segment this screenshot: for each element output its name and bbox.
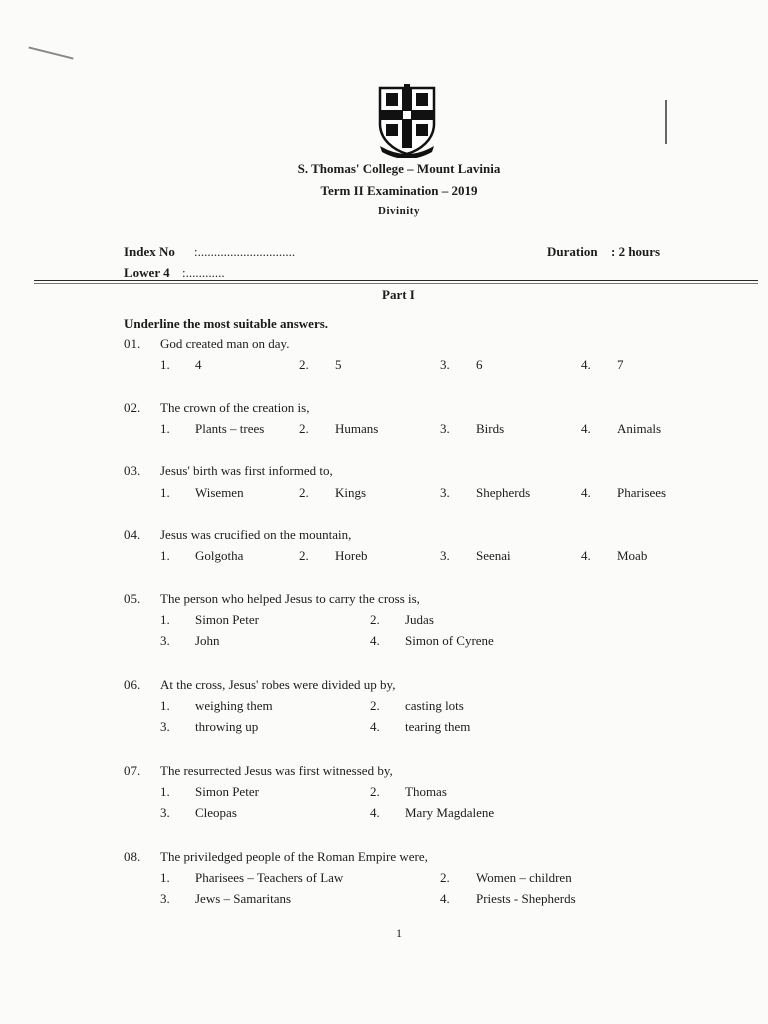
part-title: Part I xyxy=(382,287,415,302)
option-number: 3. xyxy=(160,719,170,734)
option-number: 3. xyxy=(440,485,450,500)
option-text[interactable]: 4 xyxy=(195,357,202,372)
question-text: The priviledged people of the Roman Empire were, xyxy=(160,849,428,864)
option-text[interactable]: Priests - Shepherds xyxy=(476,891,576,906)
option-number: 2. xyxy=(370,612,380,627)
option-text[interactable]: Golgotha xyxy=(195,548,244,563)
option-text[interactable]: tearing them xyxy=(405,719,471,734)
option-text[interactable]: Simon Peter xyxy=(195,784,259,799)
question-number: 02. xyxy=(124,400,141,415)
option-number: 3. xyxy=(160,891,170,906)
scan-mark xyxy=(28,46,73,59)
option-number: 1. xyxy=(160,421,170,436)
option-text[interactable]: Wisemen xyxy=(195,485,244,500)
index-label: Index No xyxy=(124,244,175,259)
option-text[interactable]: Pharisees – Teachers of Law xyxy=(195,870,344,885)
option-number: 1. xyxy=(160,485,170,500)
option-text[interactable]: Women – children xyxy=(476,870,572,885)
school-crest-logo xyxy=(374,84,440,158)
duration-value: : 2 hours xyxy=(611,244,661,259)
option-number: 3. xyxy=(440,548,450,563)
question-number: 07. xyxy=(124,763,141,778)
option-text[interactable]: Kings xyxy=(335,485,367,500)
option-number: 2. xyxy=(299,421,309,436)
option-number: 1. xyxy=(160,698,170,713)
option-number: 4. xyxy=(370,719,380,734)
option-number: 1. xyxy=(160,870,170,885)
option-number: 2. xyxy=(440,870,450,885)
class-label: Lower 4 xyxy=(124,265,170,280)
option-text[interactable]: Animals xyxy=(617,421,662,436)
instruction: Underline the most suitable answers. xyxy=(124,316,329,331)
option-text[interactable]: Thomas xyxy=(405,784,447,799)
option-number: 3. xyxy=(440,357,450,372)
class-field: :............ xyxy=(182,265,225,280)
option-text[interactable]: Simon of Cyrene xyxy=(405,633,494,648)
header-rule-secondary xyxy=(34,283,758,284)
option-text[interactable]: Pharisees xyxy=(617,485,667,500)
option-text[interactable]: Shepherds xyxy=(476,485,531,500)
page-number: 1 xyxy=(396,926,402,940)
option-text[interactable]: Judas xyxy=(405,612,434,627)
option-number: 4. xyxy=(440,891,450,906)
option-number: 4. xyxy=(581,485,591,500)
subject-title: Divinity xyxy=(378,205,420,217)
option-text[interactable]: Cleopas xyxy=(195,805,237,820)
option-number: 2. xyxy=(299,485,309,500)
question-text: Jesus' birth was first informed to, xyxy=(160,463,333,478)
question-text: Jesus was crucified on the mountain, xyxy=(160,527,352,542)
option-text[interactable]: 7 xyxy=(617,357,624,372)
option-number: 4. xyxy=(370,805,380,820)
option-text[interactable]: John xyxy=(195,633,220,648)
option-number: 3. xyxy=(160,805,170,820)
index-field: :.............................. xyxy=(194,244,296,259)
option-text[interactable]: Plants – trees xyxy=(195,421,265,436)
question-number: 08. xyxy=(124,849,141,864)
option-text[interactable]: Simon Peter xyxy=(195,612,259,627)
option-text[interactable]: Seenai xyxy=(476,548,511,563)
option-number: 4. xyxy=(581,421,591,436)
option-number: 4. xyxy=(581,548,591,563)
option-number: 4. xyxy=(581,357,591,372)
option-number: 2. xyxy=(370,784,380,799)
option-text[interactable]: 5 xyxy=(335,357,342,372)
question-text: God created man on day. xyxy=(160,336,290,351)
duration-label: Duration xyxy=(547,244,598,259)
school-name: S. Thomas' College – Mount Lavinia xyxy=(297,161,501,176)
margin-line xyxy=(665,100,667,144)
option-text[interactable]: Jews – Samaritans xyxy=(195,891,292,906)
option-number: 2. xyxy=(370,698,380,713)
option-text[interactable]: throwing up xyxy=(195,719,259,734)
question-text: At the cross, Jesus' robes were divided up by, xyxy=(160,677,396,692)
option-text[interactable]: Moab xyxy=(617,548,648,563)
option-text[interactable]: weighing them xyxy=(195,698,273,713)
option-text[interactable]: 6 xyxy=(476,357,483,372)
question-number: 04. xyxy=(124,527,141,542)
option-number: 1. xyxy=(160,357,170,372)
option-text[interactable]: casting lots xyxy=(405,698,464,713)
option-number: 1. xyxy=(160,784,170,799)
option-number: 3. xyxy=(440,421,450,436)
option-number: 3. xyxy=(160,633,170,648)
option-number: 1. xyxy=(160,612,170,627)
option-number: 1. xyxy=(160,548,170,563)
option-text[interactable]: Horeb xyxy=(335,548,368,563)
exam-title: Term II Examination – 2019 xyxy=(320,183,478,198)
option-number: 4. xyxy=(370,633,380,648)
option-number: 2. xyxy=(299,548,309,563)
question-number: 03. xyxy=(124,463,141,478)
option-text[interactable]: Mary Magdalene xyxy=(405,805,495,820)
question-text: The crown of the creation is, xyxy=(160,400,310,415)
header-rule xyxy=(34,280,758,281)
question-text: The person who helped Jesus to carry the cross is, xyxy=(160,591,420,606)
option-number: 2. xyxy=(299,357,309,372)
question-number: 05. xyxy=(124,591,141,606)
question-number: 06. xyxy=(124,677,141,692)
option-text[interactable]: Birds xyxy=(476,421,505,436)
question-number: 01. xyxy=(124,336,141,351)
option-text[interactable]: Humans xyxy=(335,421,379,436)
question-text: The resurrected Jesus was first witnessed by, xyxy=(160,763,393,778)
